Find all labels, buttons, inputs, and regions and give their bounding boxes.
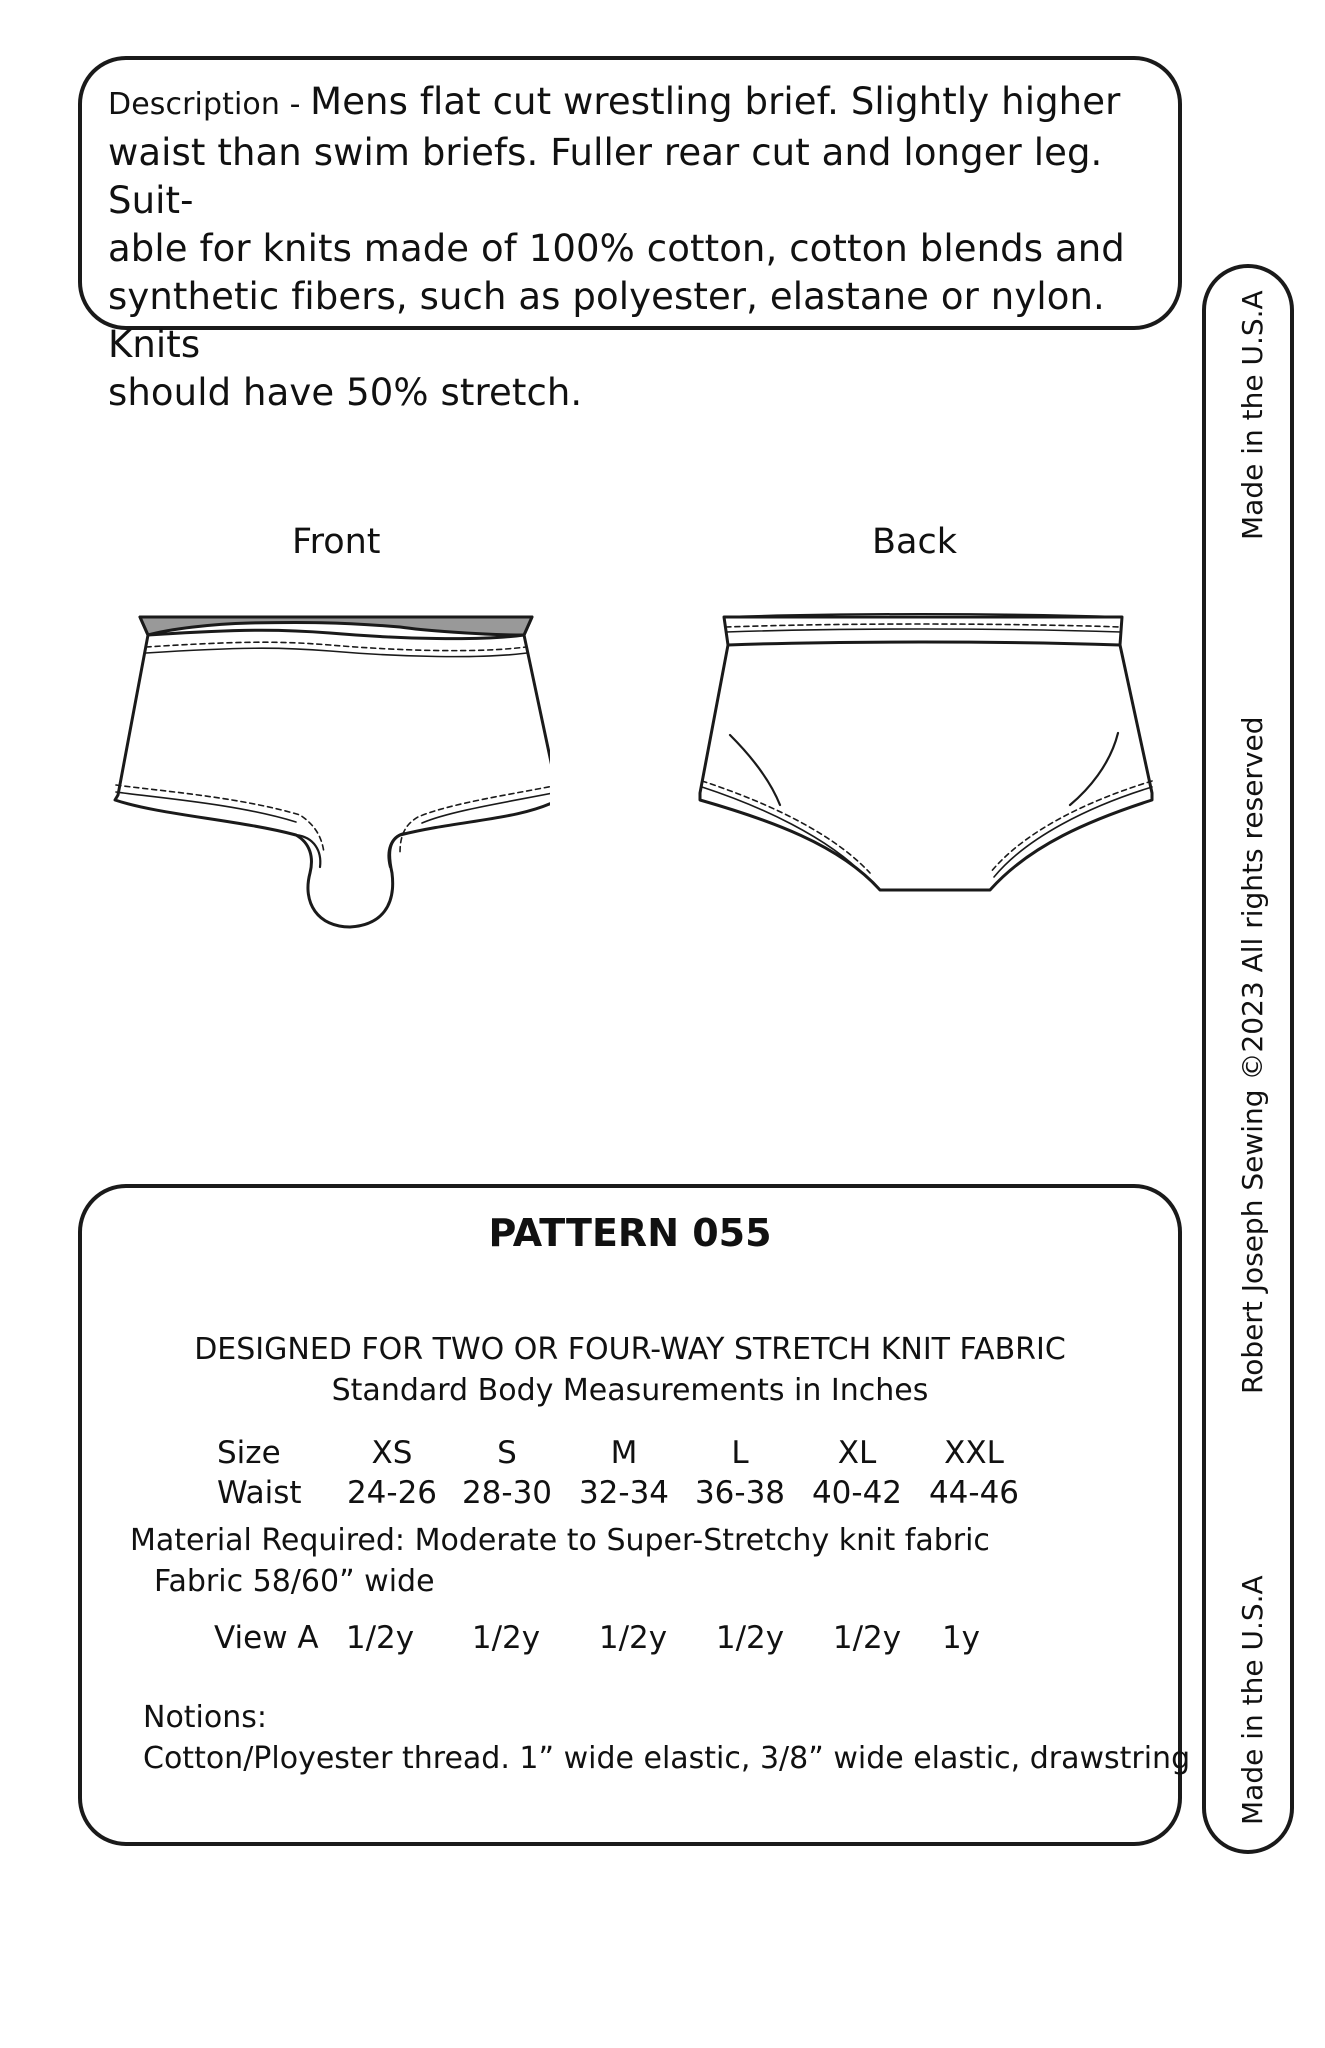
size-label: Size [217, 1435, 281, 1471]
yardage-cell: 1/2y [471, 1620, 541, 1656]
pattern-info-box [78, 1184, 1191, 1846]
designed-for-text: DESIGNED FOR TWO OR FOUR-WAY STRETCH KNIT FABRIC [194, 1332, 1066, 1367]
description-box [78, 56, 1182, 414]
size-cell: S [497, 1435, 517, 1471]
view-a-label: View A [214, 1620, 319, 1656]
waist-cell: 28-30 [461, 1475, 553, 1511]
waist-cell: 40-42 [811, 1475, 903, 1511]
yardage-cell: 1/2y [832, 1620, 902, 1656]
waist-cell: 36-38 [694, 1475, 786, 1511]
size-cell: M [610, 1435, 638, 1471]
back-outline [700, 617, 1152, 890]
yardage-cell: 1/2y [345, 1620, 415, 1656]
made-in-usa-top: Made in the U.S.A [1236, 290, 1269, 540]
made-in-usa-bottom: Made in the U.S.A [1236, 1575, 1269, 1825]
description-line: should have 50% stretch. [108, 371, 583, 414]
copyright-text: Robert Joseph Sewing ©2023 All rights reserved [1236, 716, 1269, 1394]
description-line: waist than swim briefs. Fuller rear cut and longer leg. Suit- [108, 131, 1103, 222]
waist-cell: 32-34 [578, 1475, 670, 1511]
size-cell: XXL [944, 1435, 1004, 1471]
size-cell: XL [837, 1435, 877, 1471]
front-brief-illustration [100, 605, 550, 935]
notions-label: Notions: [143, 1700, 267, 1735]
size-cell: XS [371, 1435, 413, 1471]
sidebar-box [1202, 264, 1294, 1854]
description-line: synthetic fibers, such as polyester, elastane or nylon. Knits [108, 275, 1105, 366]
front-outline [115, 617, 550, 927]
pattern-title: PATTERN 055 [488, 1211, 772, 1255]
back-label: Back [872, 522, 957, 562]
waist-label: Waist [217, 1475, 302, 1511]
description-line: able for knits made of 100% cotton, cotton blends and [108, 227, 1125, 270]
waist-cell: 44-46 [928, 1475, 1020, 1511]
material-required: Material Required: Moderate to Super-Stretchy knit fabric [130, 1523, 990, 1558]
fabric-width: Fabric 58/60” wide [154, 1564, 435, 1599]
front-label: Front [292, 522, 381, 562]
size-cell: L [731, 1435, 749, 1471]
description-line: Mens flat cut wrestling brief. Slightly higher [310, 80, 1121, 123]
description-label: Description - [108, 87, 311, 122]
notions-text: Cotton/Ployester thread. 1” wide elastic, 3/8” wide elastic, drawstring [143, 1741, 1191, 1776]
back-brief-illustration [690, 605, 1165, 915]
yardage-cell: 1/2y [598, 1620, 668, 1656]
description-text [108, 78, 1158, 417]
yardage-cell: 1/2y [715, 1620, 785, 1656]
yardage-cell: 1y [941, 1620, 981, 1656]
waist-cell: 24-26 [346, 1475, 438, 1511]
measurements-note: Standard Body Measurements in Inches [331, 1373, 929, 1408]
